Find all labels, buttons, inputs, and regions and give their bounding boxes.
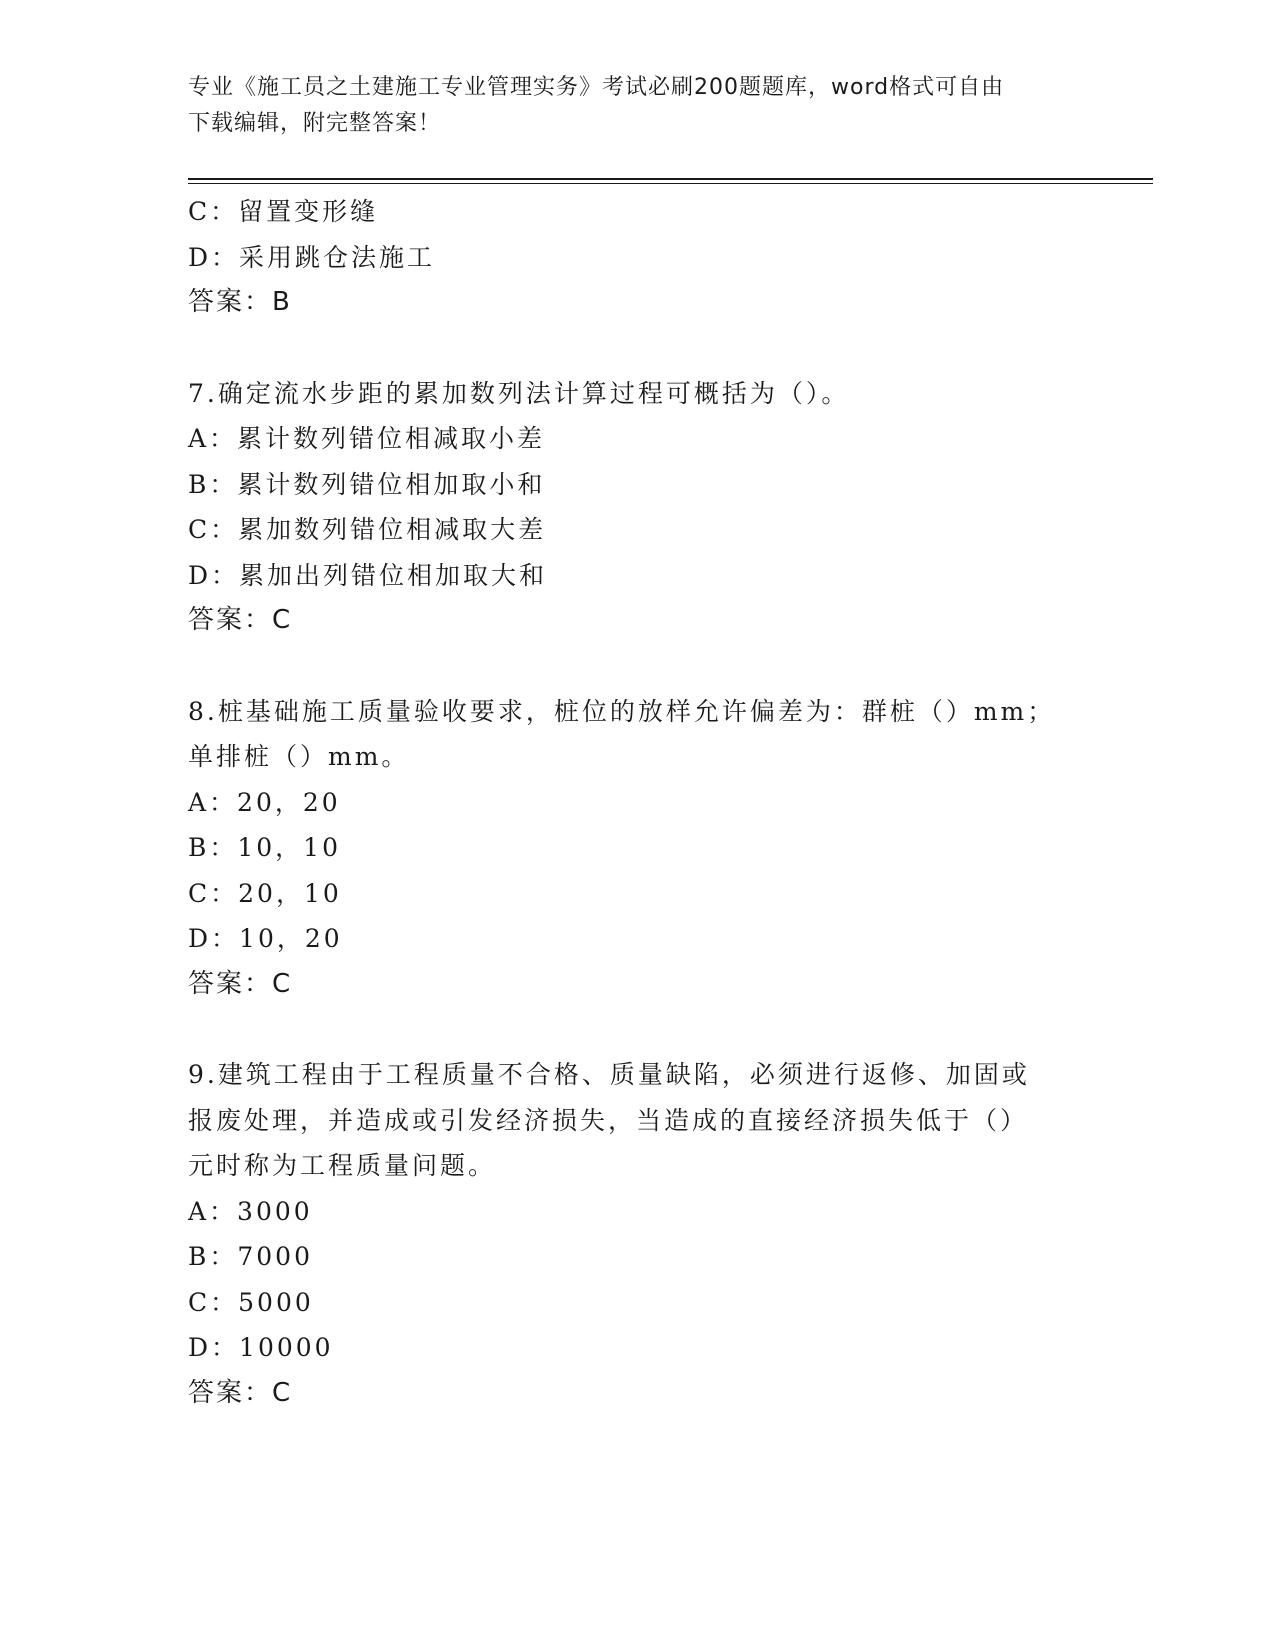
- option-c: C：20，10: [188, 878, 342, 908]
- spacer: [188, 644, 1088, 689]
- question-9: [188, 1052, 1088, 1416]
- option-b: B：累计数列错位相加取小和: [188, 469, 546, 499]
- header-line-2: 下载编辑，附完整答案！: [188, 111, 442, 136]
- option-c: C：留置变形缝: [188, 197, 379, 226]
- question-8: [188, 689, 1088, 1008]
- question-stem-line-2: 报废处理，并造成或引发经济损失，当造成的直接经济损失低于（）: [188, 1105, 1029, 1135]
- question-stem: 7.确定流水步距的累加数列法计算过程可概括为（）。: [188, 378, 850, 408]
- answer: 答案：C: [188, 1377, 293, 1408]
- question-stem-line-1: 8.桩基础施工质量验收要求，桩位的放样允许偏差为：群桩（）mm；: [188, 696, 1056, 726]
- option-d: D：采用跳仓法施工: [188, 242, 436, 272]
- header-line-1: 专业《施工员之土建施工专业管理实务》考试必刷200题题库，word格式可自由: [188, 75, 1005, 100]
- option-a: A：累计数列错位相减取小差: [188, 424, 546, 453]
- option-d: D：10000: [188, 1333, 334, 1362]
- option-c: C：5000: [188, 1287, 314, 1317]
- option-a: A：20，20: [188, 787, 341, 817]
- answer: 答案：B: [188, 287, 292, 317]
- answer: 答案：C: [188, 968, 293, 999]
- option-d: D：累加出列错位相加取大和: [188, 560, 548, 590]
- answer: 答案：C: [188, 605, 293, 635]
- question-6-tail: [188, 189, 1088, 326]
- option-d: D：10，20: [188, 924, 343, 953]
- header-rule-thick: [188, 178, 1153, 180]
- header-rule-thin: [188, 183, 1153, 184]
- spacer: [188, 1007, 1088, 1052]
- option-b: B：10，10: [188, 833, 341, 862]
- document-header: [188, 70, 1068, 142]
- question-stem-line-2: 单排桩（）mm。: [188, 742, 410, 771]
- option-b: B：7000: [188, 1242, 313, 1271]
- question-stem-line-3: 元时称为工程质量问题。: [188, 1151, 497, 1180]
- question-list: [188, 189, 1088, 1416]
- spacer: [188, 326, 1088, 371]
- option-c: C：累加数列错位相减取大差: [188, 515, 547, 544]
- question-stem-line-1: 9.建筑工程由于工程质量不合格、质量缺陷，必须进行返修、加固或: [188, 1060, 1030, 1089]
- question-7: [188, 371, 1088, 644]
- option-a: A：3000: [188, 1196, 313, 1226]
